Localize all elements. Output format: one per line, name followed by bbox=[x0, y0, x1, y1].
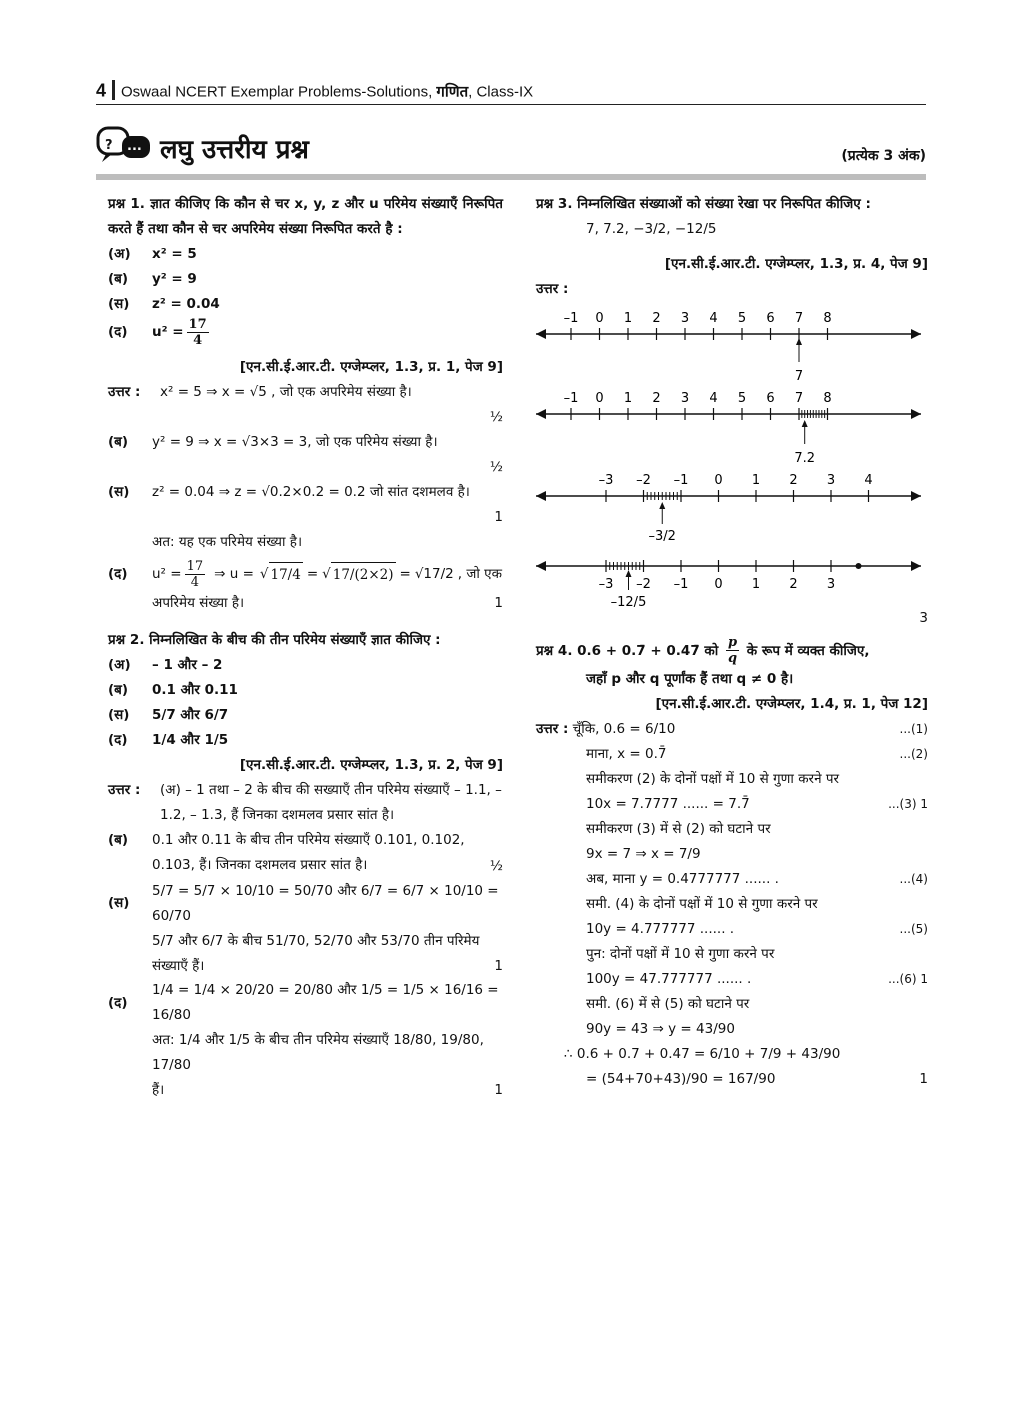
q4-step-15: = (54+70+43)/90 = 167/90 1 bbox=[586, 1070, 928, 1087]
header-separator bbox=[112, 80, 115, 100]
q4-heading: प्रश्न 4. 0.6 + 0.7̄ + 0.47̄ को $\frac{p}{q}$ के रूप में व्यक्त कीजिए, bbox=[536, 634, 870, 667]
q2-d-line3: हैं। 1 bbox=[152, 1082, 503, 1099]
tick-label: 1 bbox=[623, 310, 633, 326]
tick-label: 0 bbox=[595, 390, 604, 406]
q3-heading: प्रश्न 3. निम्नलिखित संख्याओं को संख्या रेखा पर निरूपित कीजिए : bbox=[536, 196, 871, 212]
tick-label: 8 bbox=[823, 390, 832, 406]
q4-step-5: समीकरण (3) में से (2) को घटाने पर bbox=[586, 820, 771, 837]
section-title-bar bbox=[96, 122, 926, 166]
q1-part-a: (अ) x² = 5 bbox=[108, 245, 197, 262]
point-marker bbox=[856, 563, 862, 569]
q1-part-b: (ब) y² = 9 bbox=[108, 270, 197, 287]
q2-mark-b: ½ bbox=[489, 857, 503, 874]
q2-part-c: (स) 5/7 और 6/7 bbox=[108, 706, 229, 723]
book-subject: गणित bbox=[436, 83, 469, 101]
tick-label: 1 bbox=[751, 576, 761, 592]
q4-step-7: अब, माना y = 0.4777777 ...... . ...(4) bbox=[586, 870, 928, 887]
q4-step-11: 100y = 47.777777 ...... . ...(6) 1 bbox=[586, 970, 928, 987]
q3-mark: 3 bbox=[919, 609, 928, 626]
book-title-prefix: Oswaal NCERT Exemplar Problems-Solutions, bbox=[121, 83, 437, 101]
left-arrow-icon bbox=[536, 329, 546, 339]
q4-step-13: 90y = 43 ⇒ y = 43/90 bbox=[586, 1020, 735, 1037]
q4-step-3: समीकरण (2) के दोनों पक्षों में 10 से गुणा करने पर bbox=[586, 770, 840, 787]
q4-step-12: समी. (6) में से (5) को घटाने पर bbox=[586, 995, 750, 1012]
q2-part-a: (अ) – 1 और – 2 bbox=[108, 656, 223, 673]
q4-step-1: उत्तर : चूँकि, 0.6 = 6/10 ...(1) bbox=[536, 720, 928, 737]
q2-part-b: (ब) 0.1 और 0.11 bbox=[108, 681, 238, 698]
q1-answer-a: उत्तर : x² = 5 ⇒ x = √5 , जो एक अपरिमेय संख्या है। bbox=[108, 384, 412, 400]
q2-c-line2: 5/7 और 6/7 के बीच 51/70, 52/70 और 53/70 तीन परिमेय bbox=[152, 932, 480, 949]
left-arrow-icon bbox=[536, 561, 546, 571]
q2-answer-c: (स) 5/7 = 5/7 × 10/10 = 50/70 और 6/7 = 6/7 × 10/10 = 60/70 bbox=[108, 882, 499, 924]
pointer-arrow-head bbox=[626, 570, 632, 577]
mark-label: –3/2 bbox=[648, 528, 676, 544]
q4-step-6: 9x = 7 ⇒ x = 7/9 bbox=[586, 845, 701, 862]
q1-mark-b: ½ bbox=[489, 458, 503, 475]
pointer-arrow-head bbox=[796, 338, 802, 345]
tick-label: 2 bbox=[652, 390, 661, 406]
tick-label: 0 bbox=[595, 310, 604, 326]
tick-label: 6 bbox=[766, 310, 775, 326]
q4-step-14: ∴ 0.6 + 0.7̄ + 0.47 = 6/10 + 7/9 + 43/90 bbox=[564, 1045, 841, 1062]
q2-c-line3: संख्याएँ हैं। 1 bbox=[152, 957, 503, 974]
q1-answer-b: (ब) y² = 9 ⇒ x = √3×3 = 3, जो एक परिमेय संख्या है। bbox=[108, 433, 438, 450]
tick-label: 2 bbox=[789, 472, 798, 488]
q1-answer-c: (स) z² = 0.04 ⇒ z = √0.2×0.2 = 0.2 जो सांत दशमलव है। bbox=[108, 483, 470, 500]
q4-step-9: 10y = 4.777777 ...... . ...(5) bbox=[586, 920, 928, 937]
q2-answer-b: (ब) 0.1 और 0.11 के बीच तीन परिमेय संख्याएँ 0.101, 0.102, 0.103, हैं। जिनका दशमलव प्रसार सांत है। bbox=[108, 831, 465, 873]
page-header bbox=[96, 80, 926, 105]
tick-label: 3 bbox=[680, 390, 690, 406]
tick-label: 1 bbox=[751, 472, 761, 488]
q1-c-note: अत: यह एक परिमेय संख्या है। bbox=[152, 533, 303, 550]
q1-d-end: अपरिमेय संख्या है। 1 bbox=[152, 594, 503, 611]
section-rule bbox=[96, 174, 926, 180]
q1-part-d: (द) u² = $\frac{17}{4}$ bbox=[108, 316, 207, 349]
tick-label: –3 bbox=[598, 576, 614, 592]
left-arrow-icon bbox=[536, 409, 546, 419]
q2-answer-d: (द) 1/4 = 1/4 × 20/20 = 20/80 और 1/5 = 1/5 × 16/16 = 16/80 bbox=[108, 982, 499, 1024]
left-arrow-icon bbox=[536, 491, 546, 501]
tick-label: –1 bbox=[673, 472, 689, 488]
tick-label: 5 bbox=[737, 310, 747, 326]
mark-label: 7.2 bbox=[794, 450, 816, 466]
q4-step-8: समी. (4) के दोनों पक्षों में 10 से गुणा करने पर bbox=[586, 895, 818, 912]
right-arrow-icon bbox=[911, 329, 921, 339]
tick-label: 4 bbox=[709, 310, 718, 326]
q4-heading-line2: जहाँ p और q पूर्णांक हैं तथा q ≠ 0 है। bbox=[586, 671, 794, 688]
tick-label: 3 bbox=[680, 310, 690, 326]
tick-label: 4 bbox=[864, 472, 873, 488]
tick-label: –3 bbox=[598, 472, 614, 488]
q3-source: [एन.सी.ई.आर.टी. एग्जेम्प्लर, 1.3, प्र. 4, पेज 9] bbox=[664, 255, 928, 272]
q1-part-c: (स) z² = 0.04 bbox=[108, 295, 220, 312]
q4-source: [एन.सी.ई.आर.टी. एग्जेम्प्लर, 1.4, प्र. 1, पेज 12] bbox=[655, 696, 928, 712]
right-arrow-icon bbox=[911, 561, 921, 571]
question-bubble-icon bbox=[96, 122, 154, 166]
fraction: $\frac{17}{4}$ bbox=[188, 316, 207, 349]
q1-mark-a: ½ bbox=[489, 408, 503, 425]
tick-label: 7 bbox=[794, 390, 804, 406]
pointer-arrow-head bbox=[802, 420, 808, 427]
tick-label: –1 bbox=[673, 576, 689, 592]
right-column bbox=[536, 192, 928, 1092]
tick-label: –2 bbox=[636, 472, 651, 488]
marks-note: (प्रत्येक 3 अंक) bbox=[841, 148, 926, 164]
mark-label: 7 bbox=[794, 368, 804, 384]
tick-label: 7 bbox=[794, 310, 804, 326]
tick-label: 6 bbox=[766, 390, 775, 406]
q4-step-10: पुन: दोनों पक्षों में 10 से गुणा करने पर bbox=[586, 945, 775, 962]
right-arrow-icon bbox=[911, 491, 921, 501]
q1-answer-d: (द) u² = $\frac{17}{4}$ ⇒ u = √ 17/4 = √ 17/(2×2) = √17/2 , जो एक bbox=[108, 558, 502, 591]
number-line-3 bbox=[536, 473, 921, 544]
q4-step-2: माना, x = 0.7̄ ...(2) bbox=[586, 745, 928, 762]
q3-numbers: 7, 7.2, −3/2, −12/5 bbox=[586, 220, 717, 237]
q2-part-d: (द) 1/4 और 1/5 bbox=[108, 731, 229, 748]
q4-step-4: 10x = 7.7777 ...... = 7.7̄ ...(3) 1 bbox=[586, 795, 928, 812]
section-title: लघु उत्तरीय प्रश्न bbox=[160, 135, 309, 165]
tick-label: 2 bbox=[652, 310, 661, 326]
number-line-1 bbox=[536, 311, 921, 384]
tick-label: 4 bbox=[709, 390, 718, 406]
page-number: 4 bbox=[96, 80, 107, 101]
q2-source: [एन.सी.ई.आर.टी. एग्जेम्प्लर, 1.3, प्र. 2, पेज 9] bbox=[239, 756, 503, 773]
left-column bbox=[108, 192, 503, 1103]
tick-label: 2 bbox=[789, 576, 798, 592]
tick-label: 0 bbox=[714, 576, 723, 592]
q3-answer-label: उत्तर : bbox=[536, 280, 569, 297]
pointer-arrow-head bbox=[659, 502, 665, 509]
book-class: , Class-IX bbox=[468, 83, 534, 101]
mark-label: –12/5 bbox=[610, 594, 647, 610]
right-arrow-icon bbox=[911, 409, 921, 419]
q2-d-line2: अत: 1/4 और 1/5 के बीच तीन परिमेय संख्याएँ 18/80, 19/80, 17/80 bbox=[152, 1032, 484, 1074]
tick-label: 1 bbox=[623, 390, 633, 406]
tick-label: –1 bbox=[563, 390, 579, 406]
q2-answer-a: उत्तर : (अ) – 1 तथा – 2 के बीच की सख्याएँ तीन परिमेय संख्याएँ – 1.1, – 1.2, – 1.3, हैं जिनका दशमलव प्रसार सांत है। bbox=[108, 781, 502, 823]
tick-label: 3 bbox=[826, 472, 836, 488]
tick-label: 3 bbox=[826, 576, 836, 592]
svg-text:?: ? bbox=[105, 138, 113, 153]
svg-text:...: ... bbox=[127, 139, 142, 154]
tick-label: –2 bbox=[636, 576, 651, 592]
number-line-4 bbox=[536, 560, 921, 610]
number-line-2 bbox=[536, 391, 921, 466]
number-lines bbox=[536, 296, 928, 626]
tick-label: 0 bbox=[714, 472, 723, 488]
tick-label: –1 bbox=[563, 310, 579, 326]
q2-heading: प्रश्न 2. निम्नलिखित के बीच की तीन परिमेय संख्याएँ ज्ञात कीजिए : bbox=[108, 631, 441, 648]
q1-mark-c: 1 bbox=[494, 508, 503, 525]
tick-label: 8 bbox=[823, 310, 832, 326]
tick-label: 5 bbox=[737, 390, 747, 406]
q1-heading: प्रश्न 1. ज्ञात कीजिए कि कौन से चर x, y, z और u परिमेय संख्याएँ निरूपित करते हैं तथा कौन से चर अपरिमेय संख्या निरूपित करते है : bbox=[108, 196, 503, 237]
q1-source: [एन.सी.ई.आर.टी. एग्जेम्प्लर, 1.3, प्र. 1, पेज 9] bbox=[239, 359, 503, 376]
